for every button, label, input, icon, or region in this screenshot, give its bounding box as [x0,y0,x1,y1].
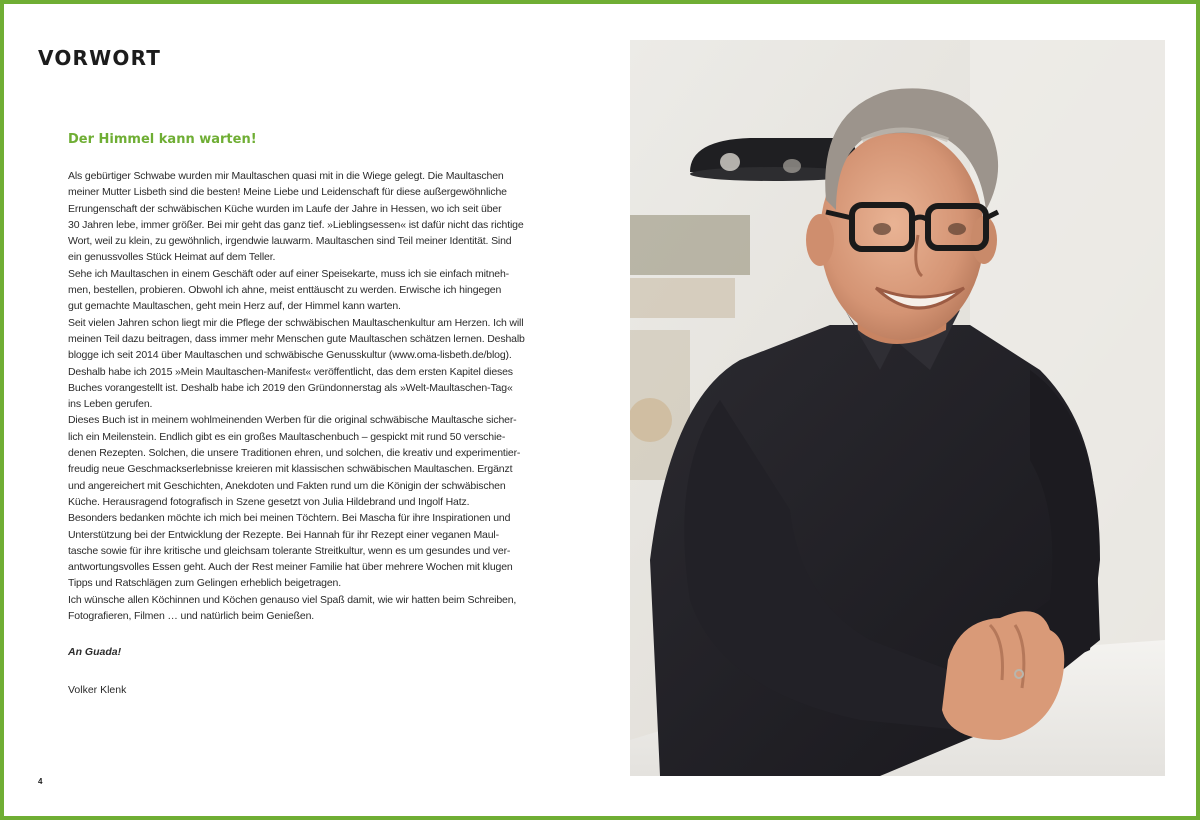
body-line: denen Rezepten. Solchen, die unsere Traditionen ehren, und solchen, die kreativ und experimentier- [68,447,521,460]
author-name: Volker Klenk [68,684,127,696]
body-line: Tipps und Ratschlägen zum Gelingen erheblich beigetragen. [68,577,341,590]
author-portrait-photo [630,40,1165,776]
body-line: Seit vielen Jahren schon liegt mir die Pflege der schwäbischen Maultaschenkultur am Herzen. Ich will [68,316,524,329]
body-line: und angereichert mit Geschichten, Anekdoten und Fakten rund um die Königin der schwäbischen [68,479,506,492]
page-number: 4 [38,777,43,786]
body-line: freudig neue Geschmackserlebnisse kreieren mit klassischen schwäbischen Maultaschen. Ergänzt [68,463,513,476]
body-line: Küche. Herausragend fotografisch in Szene gesetzt von Julia Hildebrand und Ingolf Hatz. [68,495,470,508]
body-line: Buches vorangestellt ist. Deshalb habe ich 2019 den Gründonnerstag als »Welt-Maultaschen-Tag« [68,381,513,394]
body-line: Dieses Buch ist in meinem wohlmeinenden Werben für die original schwäbische Maultasche sicher- [68,414,517,427]
body-line: lich ein Meilenstein. Endlich gibt es ein großes Maultaschenbuch – gespickt mit rund 50 verschie- [68,430,506,443]
body-line: blogge ich seit 2014 über Maultaschen und schwäbische Genusskultur (www.oma-lisbeth.de/blog). [68,349,512,362]
signoff: An Guada! [68,646,122,658]
body-line: Wort, weil zu klein, zu gewöhnlich, irgendwie lauwarm. Maultaschen sind Teil meiner Identität. Sind [68,235,512,248]
body-line: ins Leben gerufen. [68,398,153,411]
body-line: meinen Teil dazu beitragen, dass immer mehr Menschen gute Maultaschen schätzen lernen. Deshalb [68,332,525,345]
body-line: Ich wünsche allen Köchinnen und Köchen genauso viel Spaß damit, wie wir hatten beim Schreiben, [68,593,517,606]
body-line: gut gemachte Maultaschen, geht mein Herz auf, der Himmel kann warten. [68,300,401,313]
preface-subtitle: Der Himmel kann warten! [68,132,257,147]
body-line: Unterstützung bei der Entwicklung der Rezepte. Bei Hannah für ihr Rezept einer veganen Maul- [68,528,499,541]
body-line: ein genussvolles Stück Heimat auf dem Teller. [68,251,276,264]
section-title: VORWORT [38,46,162,70]
body-line: Deshalb habe ich 2015 »Mein Maultaschen-Manifest« veröffentlicht, das dem ersten Kapitel dieses [68,365,513,378]
body-line: antwortungsvolles Essen geht. Auch der Rest meiner Familie hat über mehrere Wochen mit klugen [68,561,513,574]
body-line: Errungenschaft der schwäbischen Küche wurden im Laufe der Jahre in Hessen, wo ich seit über [68,202,502,215]
body-line: meiner Mutter Lisbeth sind die besten! Meine Liebe und Leidenschaft für diese außergewöhnliche [68,186,507,199]
body-line: Als gebürtiger Schwabe wurden mir Maultaschen quasi mit in die Wiege gelegt. Die Maultaschen [68,170,504,182]
body-line: Sehe ich Maultaschen in einem Geschäft oder auf einer Speisekarte, muss ich sie einfach mitneh- [68,267,509,280]
preface-body [68,168,540,624]
body-line: men, bestellen, probieren. Obwohl ich ahne, meist enttäuscht zu werden. Erwische ich hingegen [68,284,502,297]
body-line: Fotografieren, Filmen … und natürlich beim Genießen. [68,610,315,623]
body-line: Besonders bedanken möchte ich mich bei meinen Töchtern. Bei Mascha für ihre Inspirationen und [68,512,511,525]
body-line: tasche sowie für ihre kritische und gleichsam tolerante Streitkultur, wenn es um gesundes und ver- [68,544,511,557]
body-line: 30 Jahren lebe, immer größer. Bei mir geht das ganz tief. »Lieblingsessen« ist dafür nicht das richtige [68,218,524,231]
